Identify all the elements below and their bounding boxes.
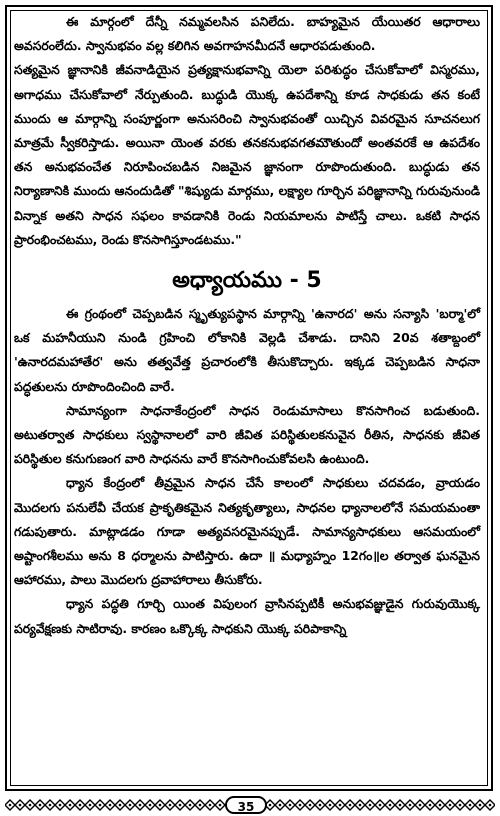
- paragraph-3: ఈ గ్రంథంలో చెప్పబడిన స్మృత్యుపస్థాన మార్గాన్ని 'ఉనారద' అను సన్యాసి 'బర్మా'లో ఒక మహనీయుని నుండి గ్రహించి లోకానికి వెల్లడి చేశాడు. దానిని 20వ శతాబ్దంలో 'ఉనారదమహాతేర' అను తత్వవేత్త ప్రచారంలోకి తీసుకొచ్చారు. ఇక్కడ చెప్పబడిన సాధనా పద్ధతులను రూపొందించింది వారే.: [14, 306, 480, 394]
- page-body: [14, 10, 480, 641]
- paragraph-1: ఈ మార్గంలో దేన్నీ నమ్మవలసిన పనిలేదు. బాహ్యమైన యేయితర ఆధారాలు అవసరంలేదు. స్వానుభవం వల్ల కలిగిన అవగాహనమీదనే ఆధారపడుతుంది.: [14, 14, 480, 54]
- page-number: 35: [225, 796, 267, 814]
- paragraph-6: ధ్యాన పద్ధతి గూర్చి యింత విపులంగ వ్రాసినప్పటికీ అనుభవజ్ఞుడైన గురువుయొక్క పర్యవేక్షణకు సాటిరావు. కారణం ఒక్కొక్క సాధకుని యొక్క పరిపాకాన్ని: [14, 596, 480, 636]
- chapter-title: అధ్యాయము - 5: [172, 268, 322, 294]
- paragraph-4: సామాన్యంగా సాధనాకేంద్రంలో సాధన రెండుమాసాలు కొనసాగించ బడుతుంది. అటుతర్వాత సాధకులు స్వస్థానాలలో వారి జీవిత పరిస్థితులకనువైన రీతిన, సాధనకు జీవిత పరిస్థితుల కనుగుణంగ వారి సాధనను వారే కొనసాగించుకోవలసి ఉంటుంది.: [14, 402, 480, 467]
- paragraph-2: సత్యమైన జ్ఞానానికి జీవనాడియైన ప్రత్యక్షానుభవాన్ని యెలా పరిశుద్ధం చేసుకోవాలో విస్మరము, అగాధము చేసుకోవాలో నేర్పుతుంది. బుద్ధుడి యొక్క ఉపదేశాన్ని కూడ సాధకుడు తన కంటే ముందు ఆ మార్గాన్ని సంపూర్ణంగా అనుసరించి స్వానుభవంతో యిచ్చిన వివరమైన సూచనలుగ మాత్రమే స్వీకరిస్తాడు. అయినా యెంత వరకు తనకనుభవగతమౌతుందో అంతవరకే ఆ ఉపదేశం తన అనుభవంచేత నిరూపించబడిన నిజమైన జ్ఞానంగా రూపొందుతుంది. బుద్ధుడు తన నిర్యాణానికి ముందు ఆనందుడితో "శిష్యుడు మార్గము, లక్ష్యాల గూర్చిన పరిజ్ఞానాన్ని గురువునుండి విన్నాక అతని సాధన సఫలం కావడానికి రెండు నియమాలను పాటిస్తే చాలు. ఒకటి సాధన ప్రారంభించటము, రెండు కొనసాగిస్తూండటము.": [14, 62, 480, 247]
- paragraph-5: ధ్యాన కేంద్రంలో తీవ్రమైన సాధన చేసే కాలంలో సాధకులు చదవడం, వ్రాయడం మొదలగు పనులేవీ చేయక ప్రాకృతికమైన నిత్యకృత్యాలు, సాధనల ధ్యానాలలోనే సమయమంతా గడుపుతారు. మాట్లాడడం గూడా అత్యవసరమైనప్పుడే. సామాన్యసాధకులు ఆసమయంలో అష్టాంగశీలము అను 8 ధర్మాలను పాటిస్తారు. ఉదా ॥ మధ్యాహ్నం 12గం॥ల తర్వాత ఘనమైన ఆహారము, పాలు మొదలగు ద్రవాహారాలు తీసుకోరు.: [14, 475, 480, 588]
